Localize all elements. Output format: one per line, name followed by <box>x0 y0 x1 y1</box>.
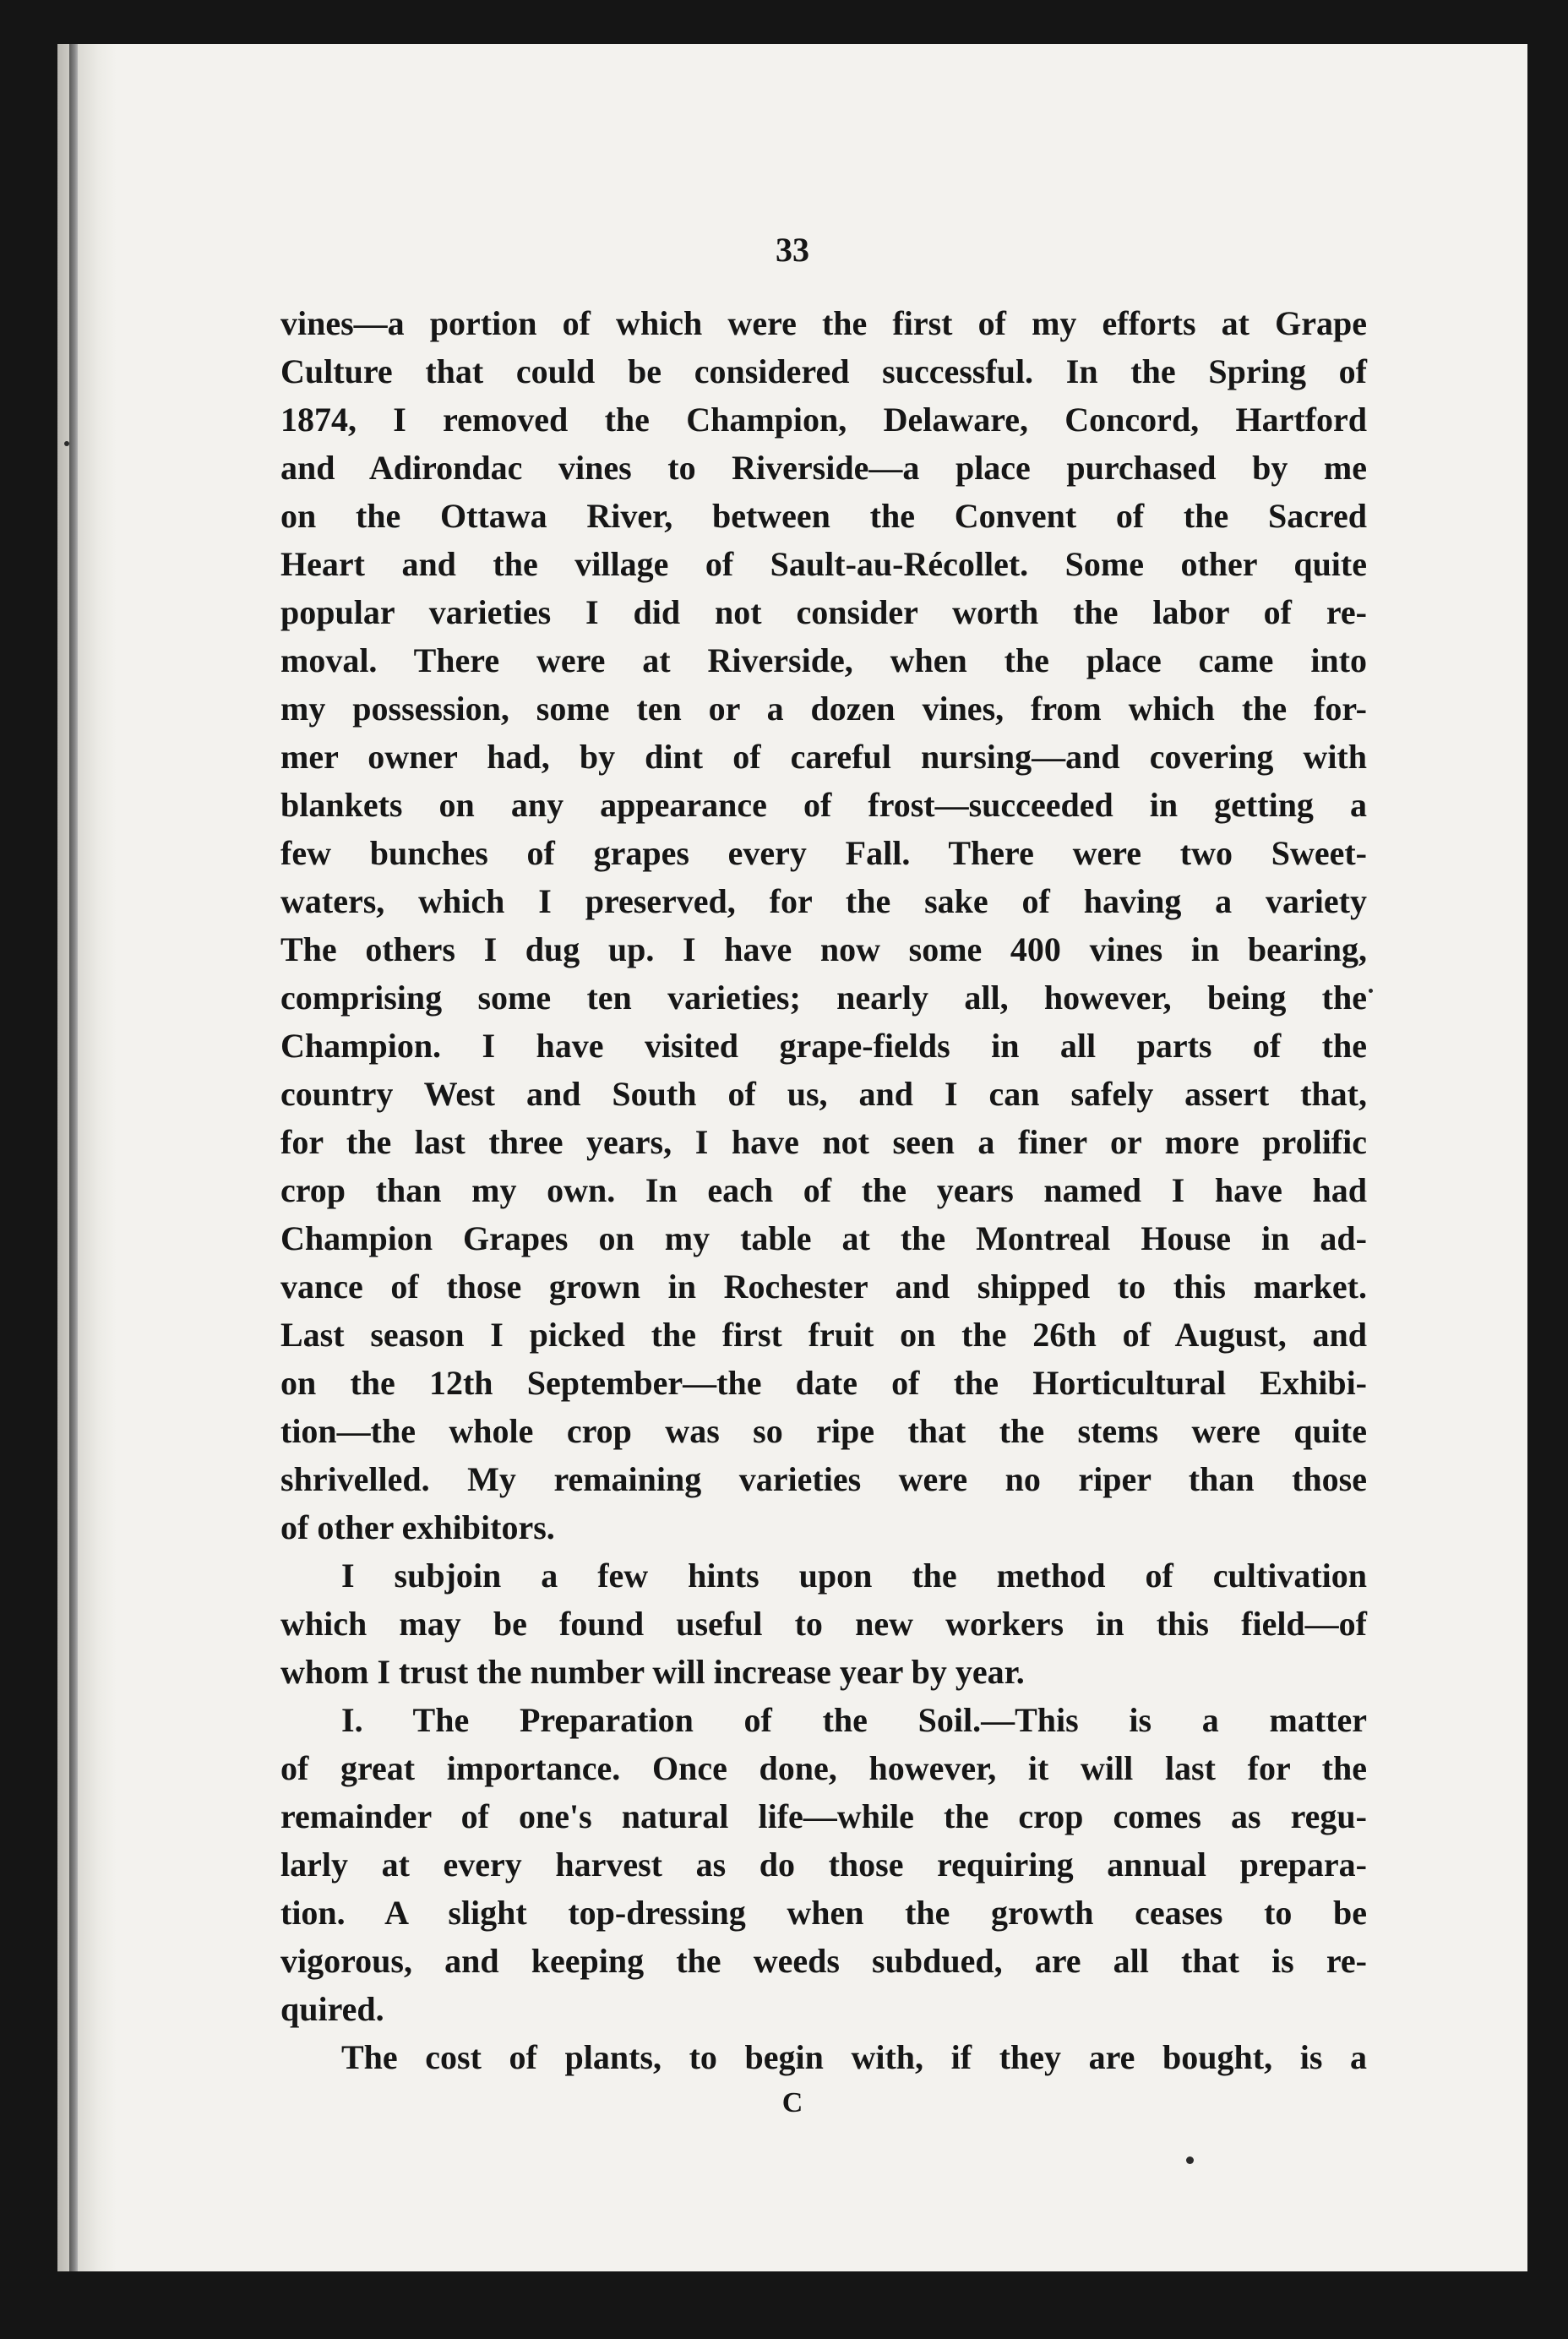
text-line: on the Ottawa River, between the Convent of the Sacred <box>280 497 1367 535</box>
book-page <box>57 44 1527 2271</box>
text-line: for the last three years, I have not seen a finer or more prolific <box>280 1123 1367 1161</box>
gutter-shadow <box>57 44 117 2271</box>
text-line: vance of those grown in Rochester and shipped to this market. <box>280 1268 1367 1306</box>
text-line: whom I trust the number will increase year by year. <box>280 1653 1025 1691</box>
text-line: larly at every harvest as do those requiring annual prepara- <box>280 1846 1367 1884</box>
text-line: shrivelled. My remaining varieties were no riper than those <box>280 1460 1367 1498</box>
text-line: mer owner had, by dint of careful nursing—and covering with <box>280 738 1367 776</box>
text-line: Champion. I have visited grape-fields in all parts of the <box>280 1027 1367 1065</box>
text-line: Champion Grapes on my table at the Montreal House in ad- <box>280 1219 1367 1257</box>
text-line: waters, which I preserved, for the sake of having a variety <box>280 882 1367 920</box>
text-line: few bunches of grapes every Fall. There were two Sweet- <box>280 834 1367 872</box>
text-line: and Adirondac vines to Riverside—a place purchased by me <box>280 449 1367 487</box>
text-line: on the 12th September—the date of the Horticultural Exhibi- <box>280 1364 1367 1402</box>
text-line: The others I dug up. I have now some 400 vines in bearing, <box>280 930 1367 968</box>
text-line: my possession, some ten or a dozen vines, from which the for- <box>280 690 1367 728</box>
text-line: popular varieties I did not consider worth the labor of re- <box>280 593 1367 631</box>
text-line: I. The Preparation of the Soil.—This is a matter <box>341 1701 1367 1739</box>
page-number: 33 <box>776 231 809 269</box>
text-line: Heart and the village of Sault-au-Récollet. Some other quite <box>280 545 1367 583</box>
text-line: The cost of plants, to begin with, if they are bought, is a <box>341 2038 1367 2076</box>
text-line: quired. <box>280 1990 384 2028</box>
ink-speck <box>64 441 69 446</box>
text-line: vigorous, and keeping the weeds subdued, are all that is re- <box>280 1942 1367 1980</box>
text-line: which may be found useful to new workers in this field—of <box>280 1605 1367 1643</box>
text-line: tion—the whole crop was so ripe that the stems were quite <box>280 1412 1367 1450</box>
text-line: Culture that could be considered successful. In the Spring of <box>280 352 1367 390</box>
text-line: of great importance. Once done, however, it will last for the <box>280 1749 1367 1787</box>
text-line: Last season I picked the first fruit on the 26th of August, and <box>280 1316 1367 1354</box>
binding-edge <box>69 44 78 2271</box>
text-line: remainder of one's natural life—while the crop comes as regu- <box>280 1797 1367 1835</box>
ink-speck <box>1369 989 1373 993</box>
text-line: vines—a portion of which were the first of my efforts at Grape <box>280 304 1367 342</box>
text-line: tion. A slight top-dressing when the growth ceases to be <box>280 1894 1367 1932</box>
text-line: of other exhibitors. <box>280 1508 555 1546</box>
text-line: I subjoin a few hints upon the method of cultivation <box>341 1557 1367 1595</box>
text-line: moval. There were at Riverside, when the place came into <box>280 641 1367 679</box>
ink-speck <box>1186 2156 1194 2164</box>
text-line: crop than my own. In each of the years named I have had <box>280 1171 1367 1209</box>
text-line: blankets on any appearance of frost—succeeded in getting a <box>280 786 1367 824</box>
text-line: 1874, I removed the Champion, Delaware, Concord, Hartford <box>280 401 1367 439</box>
text-line: comprising some ten varieties; nearly all, however, being the <box>280 979 1367 1017</box>
signature-mark: C <box>781 2087 803 2118</box>
body-text <box>280 299 1367 2081</box>
text-line: country West and South of us, and I can safely assert that, <box>280 1075 1367 1113</box>
